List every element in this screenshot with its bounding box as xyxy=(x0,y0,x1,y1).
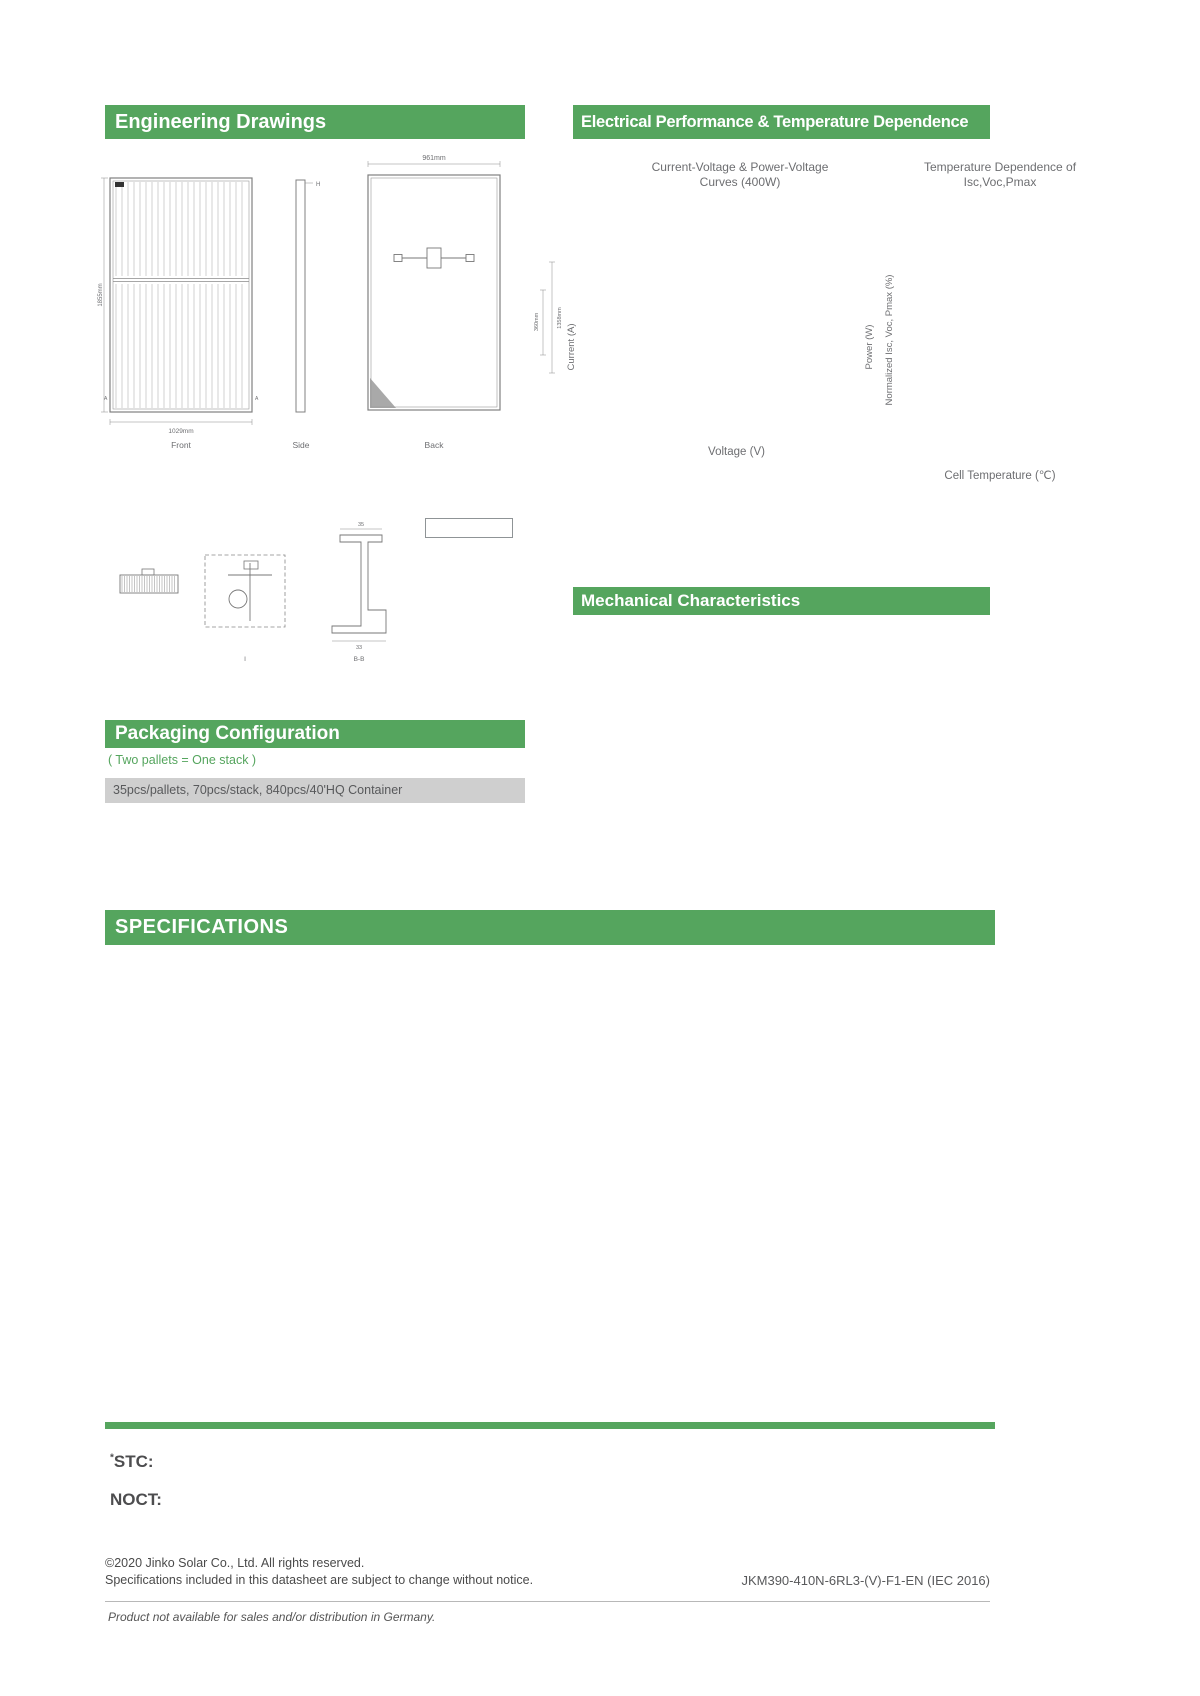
iv-chart-title-line1: Current-Voltage & Power-Voltage xyxy=(651,160,829,174)
packaging-note: ( Two pallets = One stack ) xyxy=(108,753,257,767)
cell-temperature-axis-label: Cell Temperature (℃) xyxy=(944,470,1056,482)
stc-text: STC: xyxy=(113,1452,154,1471)
green-divider xyxy=(105,1422,995,1429)
back-dim-360: 360mm xyxy=(534,312,540,332)
stc-asterisk: * xyxy=(110,1452,114,1464)
stc-label xyxy=(110,1452,154,1472)
mechanical-characteristics-header: Mechanical Characteristics xyxy=(573,587,990,615)
profile-dim-top: 35 xyxy=(357,522,365,528)
noct-legend-row xyxy=(105,1486,1105,1522)
electrical-performance-header: Electrical Performance & Temperature Dependence xyxy=(573,105,990,139)
temp-chart-title-line2: Isc,Voc,Pmax xyxy=(963,175,1037,189)
front-width-dim: 1029mm xyxy=(168,428,194,435)
corner-mark-left: A xyxy=(104,396,108,402)
packaging-detail: 35pcs/pallets, 70pcs/stack, 840pcs/40'HQ Container xyxy=(105,778,525,803)
side-view-label: Side xyxy=(292,440,310,450)
front-cell-grid xyxy=(116,182,242,408)
tolerance-box xyxy=(425,518,513,538)
back-view-label: Back xyxy=(424,440,444,450)
iv-curves-chart xyxy=(560,265,880,465)
junction-box xyxy=(427,248,441,268)
cable-connector-right xyxy=(466,255,474,262)
voltage-axis-label: Voltage (V) xyxy=(708,446,765,458)
noct-label xyxy=(110,1490,162,1510)
connector-hatch xyxy=(122,576,175,592)
profile-dim-bottom: 33 xyxy=(355,645,363,651)
notice-text: Specifications included in this datasheet are subject to change without notice. xyxy=(105,1573,534,1587)
copyright-text: ©2020 Jinko Solar Co., Ltd. All rights reserved. xyxy=(105,1556,365,1570)
temp-chart-title-line1: Temperature Dependence of xyxy=(923,160,1077,174)
front-junction-mark xyxy=(115,182,124,187)
back-dim-1358: 1358mm xyxy=(557,307,563,329)
section-bb-label: B-B xyxy=(353,656,365,663)
packaging-configuration-header: Packaging Configuration xyxy=(105,720,525,748)
back-width-dim: 961mm xyxy=(422,155,446,162)
cable-connector-left xyxy=(394,255,402,262)
corner-mark-right: A xyxy=(255,396,259,402)
germany-note: Product not available for sales and/or distribution in Germany. xyxy=(108,1610,436,1624)
front-height-dim: 1855mm xyxy=(98,283,104,307)
footer-divider-line xyxy=(105,1601,990,1602)
engineering-drawings-header: Engineering Drawings xyxy=(105,105,525,139)
noct-text: NOCT: xyxy=(110,1490,162,1509)
side-view-outline xyxy=(296,180,305,412)
stc-legend-row xyxy=(105,1448,1105,1484)
frame-profile-drawing xyxy=(332,535,386,633)
current-axis-label: Current (A) xyxy=(566,323,577,371)
temp-chart-title xyxy=(900,160,1100,190)
normalized-axis-label: Normalized Isc, Voc, Pmax (%) xyxy=(884,274,895,406)
iv-chart-title xyxy=(590,160,890,190)
back-label-area xyxy=(370,378,396,408)
front-view-label: Front xyxy=(171,440,191,450)
front-view-outline xyxy=(110,178,252,412)
temperature-dependence-chart xyxy=(880,222,1090,477)
back-view-outline xyxy=(368,175,500,410)
panel-drawings xyxy=(100,150,580,460)
clamp-detail-drawing xyxy=(205,555,285,627)
power-axis-label: Power (W) xyxy=(864,324,875,370)
side-height-dim: H xyxy=(316,182,321,188)
iv-chart-title-line2: Curves (400W) xyxy=(699,175,781,189)
section-i-label: I xyxy=(244,656,246,663)
specifications-header: SPECIFICATIONS xyxy=(105,910,995,945)
document-code: JKM390-410N-6RL3-(V)-F1-EN (IEC 2016) xyxy=(741,1573,990,1588)
